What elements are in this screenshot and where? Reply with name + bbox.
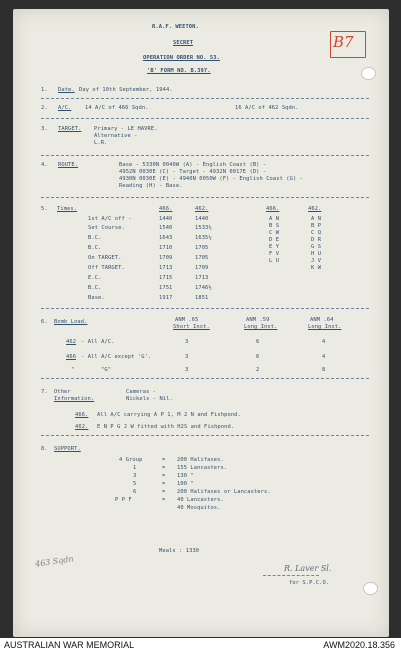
- aircraft-letters-462: D R: [311, 237, 322, 243]
- divider: [41, 98, 369, 99]
- support-value: 40 Mosquitos.: [177, 505, 221, 511]
- times-row-466: 1917: [159, 295, 173, 301]
- bomb-header-top: ANM .65: [175, 317, 199, 323]
- times-row-466: 1709: [159, 255, 173, 261]
- aircraft-letters-462: H U: [311, 251, 322, 257]
- times-row-462: 1713: [195, 275, 209, 281]
- times-header-466: 466.: [159, 206, 173, 212]
- section-8-number: 8.: [41, 446, 48, 452]
- support-value: 200 Halifaxes.: [177, 457, 224, 463]
- punch-hole-bottom: [363, 582, 378, 595]
- section-7-label-2: Information.: [54, 396, 95, 402]
- aircraft-letters-466: B S: [269, 223, 280, 229]
- archive-footer: [0, 638, 401, 653]
- aircraft-letters-466: E Y: [269, 244, 280, 250]
- divider: [41, 197, 369, 198]
- divider: [41, 435, 369, 436]
- support-dash: =: [162, 497, 166, 503]
- times-row-label: E.C.: [88, 275, 102, 281]
- signature: R. Laver Sl.: [284, 564, 332, 573]
- bomb-row-value: 2: [256, 367, 260, 373]
- bomb-header-top: ANM .59: [246, 317, 270, 323]
- aircraft-letters-462: A N: [311, 216, 322, 222]
- signature-role: for S.P.C.O.: [289, 580, 330, 586]
- letters-header-466: 466.: [266, 206, 280, 212]
- aircraft-letters-462: G S: [311, 244, 322, 250]
- times-row-466: 1540: [159, 225, 173, 231]
- bomb-row-value: 4: [322, 339, 326, 345]
- bomb-row-value: 6: [256, 354, 260, 360]
- times-header-462: 462.: [195, 206, 209, 212]
- times-row-462: 1851: [195, 295, 209, 301]
- reference-mark: B7: [333, 33, 354, 51]
- target-alternative: Alternative -: [94, 133, 138, 139]
- support-dash: =: [162, 465, 166, 471]
- support-group: P P F: [115, 497, 132, 503]
- support-value: 155 Lancasters.: [177, 465, 228, 471]
- support-dash: =: [162, 481, 166, 487]
- support-group: 6: [133, 489, 137, 495]
- times-row-466: 1643: [159, 235, 173, 241]
- info-squadron-466: 466.: [75, 412, 89, 418]
- bomb-row-value: 3: [185, 367, 189, 373]
- footer-reference: AWM2020.18.356: [323, 640, 395, 650]
- times-row-466: 1440: [159, 216, 173, 222]
- bomb-row-value: 3: [185, 339, 189, 345]
- letters-header-462: 462.: [308, 206, 322, 212]
- footer-institution: AUSTRALIAN WAR MEMORIAL: [4, 640, 135, 650]
- times-row-label: B.C.: [88, 285, 102, 291]
- times-row-466: 1751: [159, 285, 173, 291]
- target-primary: Primary - LE HAVRE.: [94, 126, 158, 132]
- section-4-label: ROUTE.: [58, 162, 79, 168]
- divider: [41, 118, 369, 119]
- times-row-label: Off TARGET.: [88, 265, 125, 271]
- support-group: 3: [133, 473, 137, 479]
- aircraft-letters-462: K W: [311, 265, 322, 271]
- section-5-label: Times.: [57, 206, 78, 212]
- times-row-label: Set Course.: [88, 225, 125, 231]
- aircraft-letters-462: J V: [311, 258, 322, 264]
- bomb-row-value: 8: [322, 367, 326, 373]
- aircraft-letters-466: A N: [269, 216, 280, 222]
- bomb-row-squadron: 466: [66, 354, 77, 360]
- date-text: Day of 10th September, 1944.: [79, 87, 173, 93]
- section-1-label: Date.: [58, 87, 75, 93]
- times-row-label: Base.: [88, 295, 105, 301]
- times-row-label: B.C.: [88, 245, 102, 251]
- section-5-number: 5.: [41, 206, 48, 212]
- bomb-row-value: 6: [256, 339, 260, 345]
- times-row-462: 1746½: [195, 285, 212, 291]
- times-row-462: 1635½: [195, 235, 212, 241]
- aircraft-letters-466: C W: [269, 230, 280, 236]
- support-value: 100 ": [177, 481, 194, 487]
- bomb-header-top: ANM .64: [310, 317, 334, 323]
- section-6-number: 6.: [41, 319, 48, 325]
- cameras-text: Cameras -: [126, 389, 157, 395]
- punch-hole-top: [361, 67, 376, 80]
- signature-line: [263, 575, 319, 576]
- times-row-462: 1440: [195, 216, 209, 222]
- support-dash: =: [162, 457, 166, 463]
- times-row-label: On TARGET.: [88, 255, 122, 261]
- target-alternative-value: L.R.: [94, 140, 108, 146]
- support-group: 5: [133, 481, 137, 487]
- route-line: 4952N 0030E (C) - Target - 4932N 0017E (D) -: [119, 169, 267, 175]
- aircraft-letters-466: F V: [269, 251, 280, 257]
- support-value: 130 ": [177, 473, 194, 479]
- times-row-462: 1709: [195, 265, 209, 271]
- bomb-header-bottom: Short Inst.: [173, 324, 210, 330]
- squadron-pencil-note: 463 Sqdn: [34, 554, 75, 569]
- unit-heading: R.A.F. WEETON.: [152, 24, 199, 30]
- times-row-462: 1705: [195, 245, 209, 251]
- times-row-462: 1705: [195, 255, 209, 261]
- support-value: 40 Lancasters.: [177, 497, 224, 503]
- info-line-462: E N P G J W fitted with H2S and Fishpond.: [97, 424, 235, 430]
- bomb-row-description: - All A/C.: [81, 339, 115, 345]
- bomb-row-value: 3: [185, 354, 189, 360]
- document-page: [13, 9, 389, 637]
- divider: [41, 308, 369, 309]
- aircraft-letters-462: B P: [311, 223, 322, 229]
- classification-heading: SECRET: [173, 40, 194, 46]
- support-value: 200 Halifaxes or Lancasters.: [177, 489, 271, 495]
- section-3-number: 3.: [41, 126, 48, 132]
- form-reference: 'B' FORM NO. B.397.: [147, 68, 211, 74]
- section-8-label: SUPPORT.: [54, 446, 81, 452]
- section-1-number: 1.: [41, 87, 48, 93]
- section-7-label: Other: [54, 389, 71, 395]
- route-line: 4930N 0030E (E) - 4940N 0050W (F) - English Coast (G) -: [119, 176, 303, 182]
- section-6-label: Bomb Load.: [54, 319, 88, 325]
- times-row-label: 1st A/C off -: [88, 216, 132, 222]
- aircraft-letters-462: C Q: [311, 230, 322, 236]
- route-line: Reading (H) - Base.: [119, 183, 183, 189]
- aircraft-letters-466: L U: [269, 258, 280, 264]
- meals-text: Meals : 1330: [159, 548, 200, 554]
- bomb-row-squadron: 462: [66, 339, 77, 345]
- times-row-466: 1713: [159, 265, 173, 271]
- aircraft-462: 16 A/C of 462 Sqdn.: [235, 105, 299, 111]
- order-title: OPERATION ORDER NO. 53.: [143, 55, 220, 61]
- info-squadron-462: 462.: [75, 424, 89, 430]
- section-4-number: 4.: [41, 162, 48, 168]
- bomb-row-squadron: ": [71, 367, 75, 373]
- section-3-label: TARGET.: [58, 126, 82, 132]
- times-row-466: 1715: [159, 275, 173, 281]
- nickels-text: Nickels - Nil.: [126, 396, 173, 402]
- route-line: Base - 5330N 0040W (A) - English Coast (B) -: [119, 162, 267, 168]
- section-7-number: 7.: [41, 389, 48, 395]
- bomb-header-bottom: Long Inst.: [244, 324, 278, 330]
- divider: [41, 155, 369, 156]
- times-row-466: 1710: [159, 245, 173, 251]
- section-2-number: 2.: [41, 105, 48, 111]
- bomb-row-description: - All A/C except 'G'.: [81, 354, 152, 360]
- divider: [41, 378, 369, 379]
- times-row-label: B.C.: [88, 235, 102, 241]
- info-line-466: All A/C carrying A P 1, M 2 N and Fishpond.: [97, 412, 241, 418]
- bomb-header-bottom: Long Inst.: [308, 324, 342, 330]
- aircraft-letters-466: D E: [269, 237, 280, 243]
- bomb-row-value: 4: [322, 354, 326, 360]
- support-group: 4 Group: [119, 457, 143, 463]
- support-group: 1: [133, 465, 137, 471]
- times-row-462: 1533½: [195, 225, 212, 231]
- bomb-row-description: "G": [101, 367, 112, 373]
- aircraft-466: 14 A/C of 466 Sqdn.: [85, 105, 149, 111]
- section-2-label: A/C.: [58, 105, 72, 111]
- support-dash: =: [162, 473, 166, 479]
- support-dash: =: [162, 489, 166, 495]
